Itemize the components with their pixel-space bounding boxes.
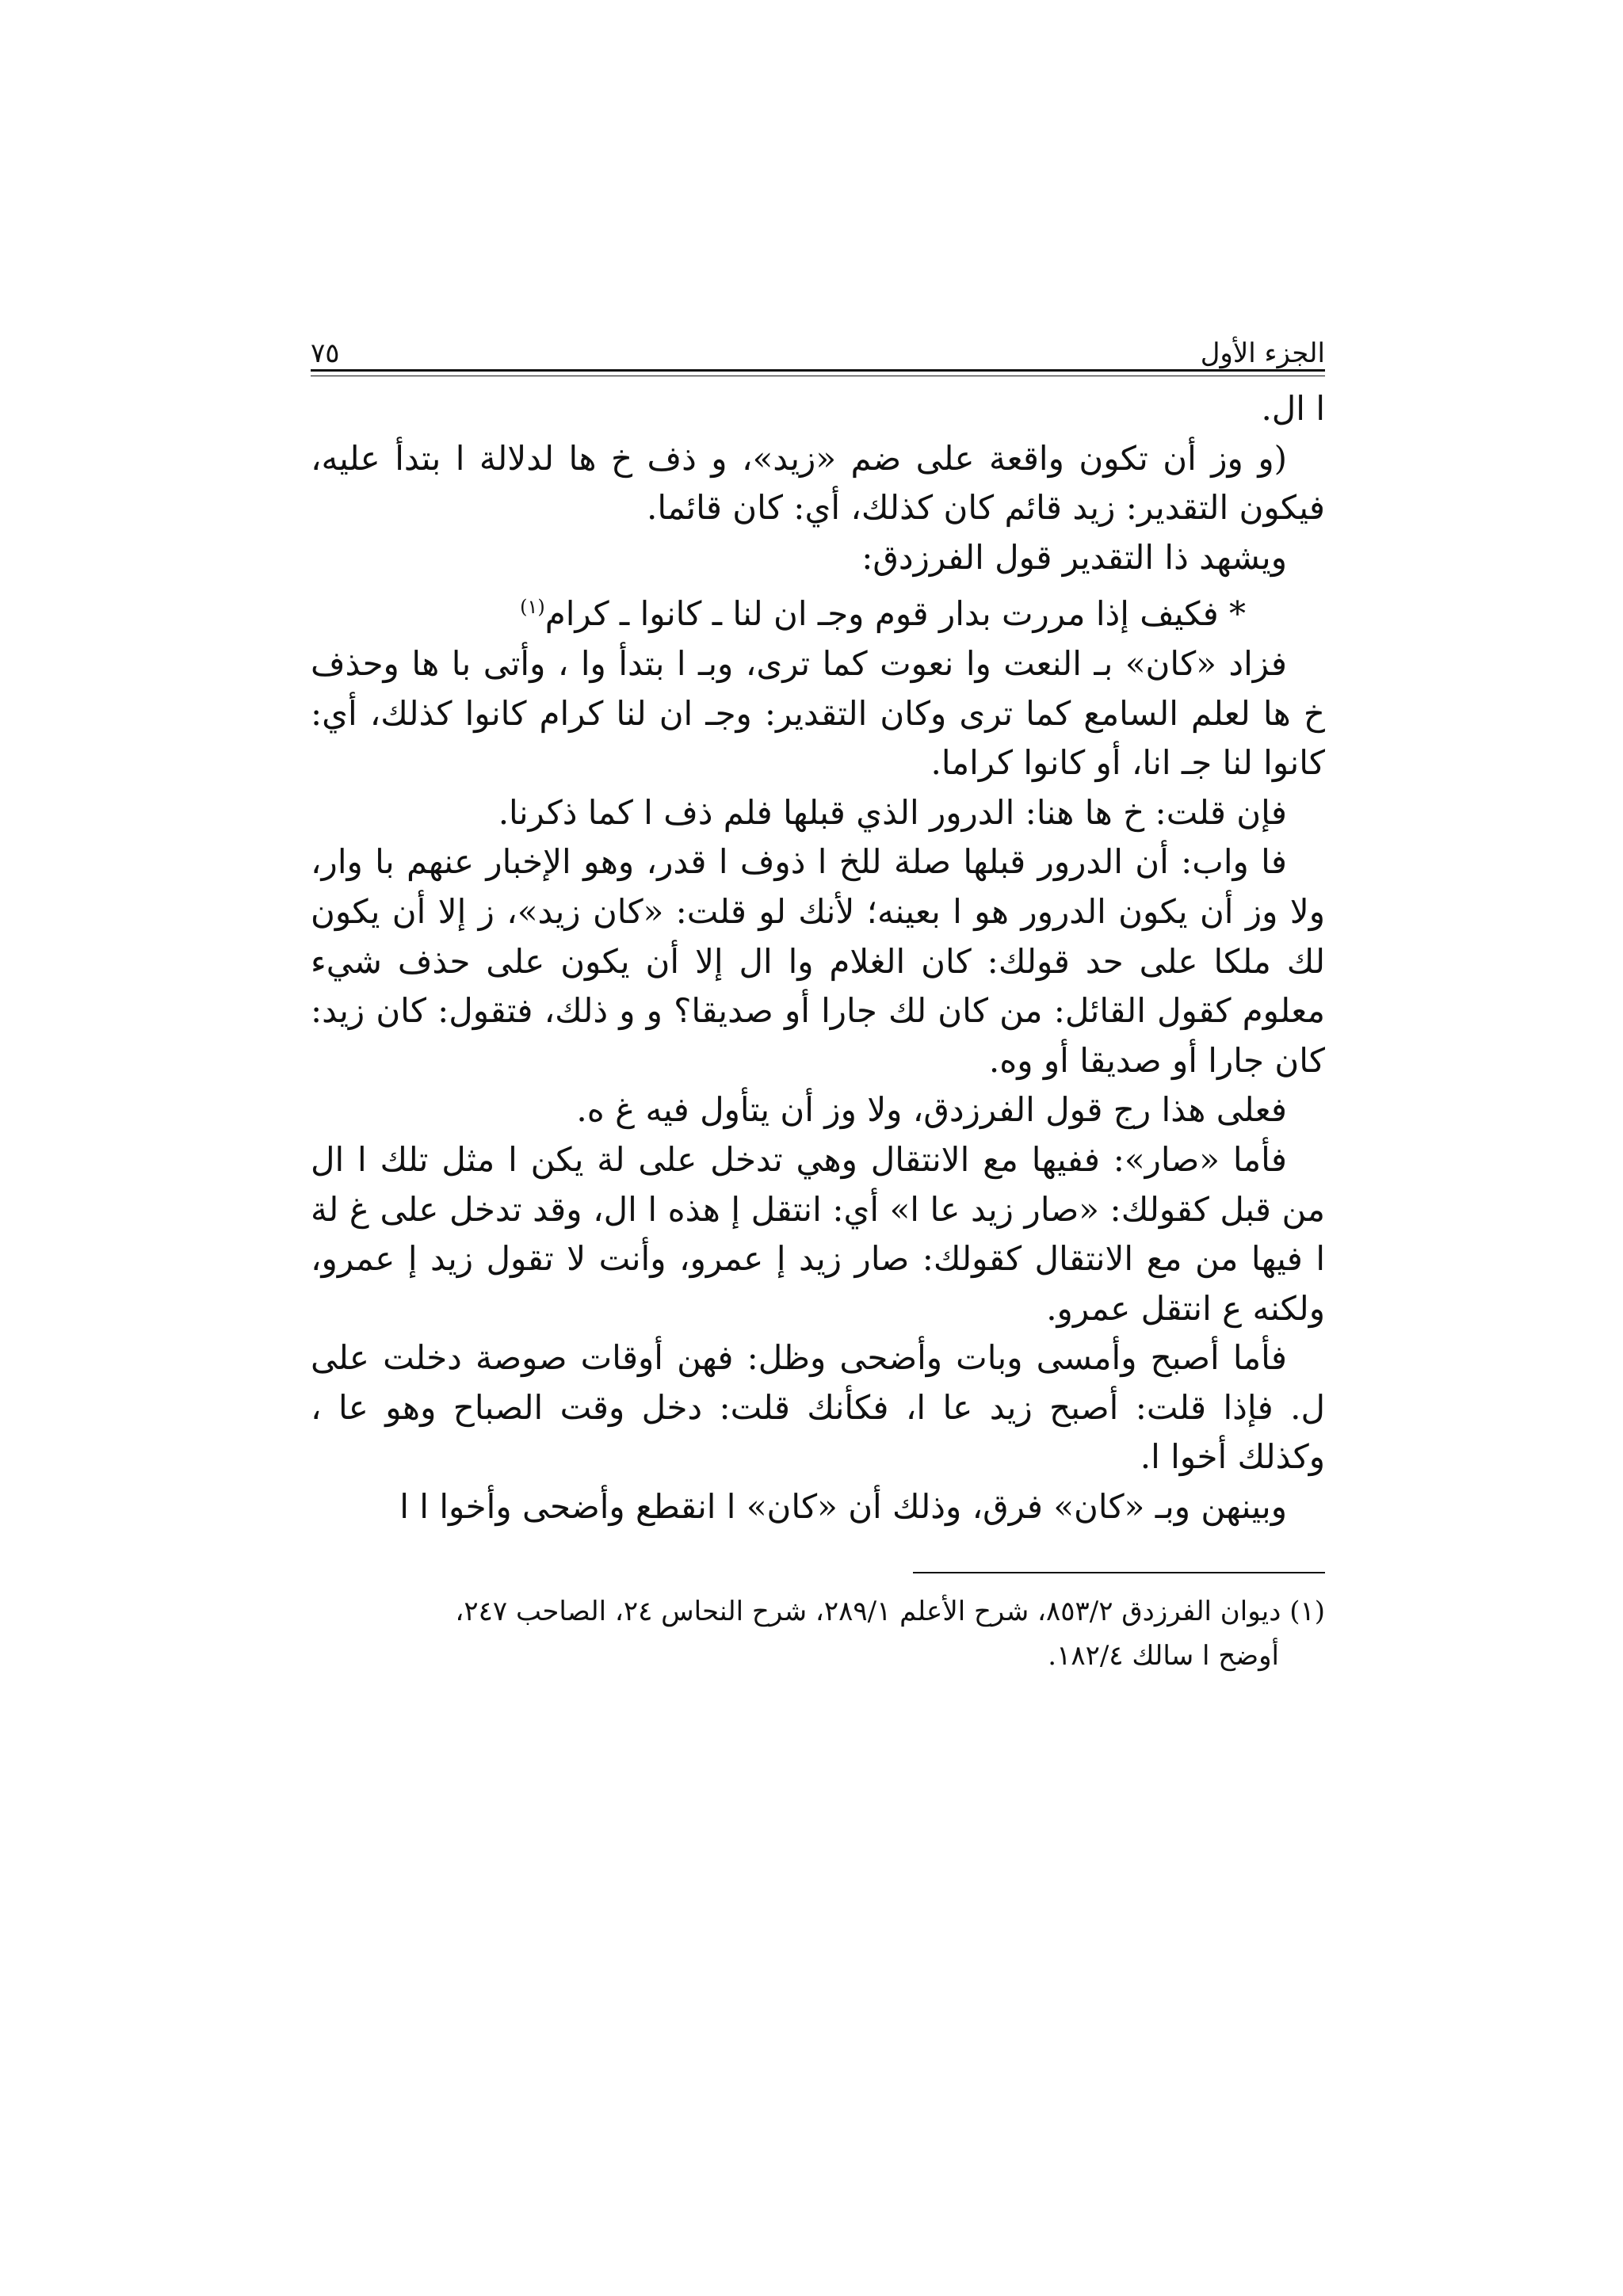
paragraph: فزاد «كان» بـ النعت وا نعوت كما ترى، وبـ ا بتدأ وا ، وأتى با ها وحذف خ ها لعلم السامع كما ترى وكان التقدير: وجـ ان لنا كرام كانوا كذلك، أي: كانوا لنا جـ انا، أو كانوا كراما. bbox=[311, 643, 1325, 783]
poetry-verse bbox=[311, 582, 1325, 639]
running-header bbox=[311, 301, 1325, 369]
paragraph: فا واب: أن الدرور قبلها صلة للخ ا ذوف ا قدر، وهو الإخبار عنهم با وار، ولا وز أن يكون الدرور هو ا بعينه؛ لأنك لو قلت: «كان زيد»، ز إلا أن يكون لك ملكا على حد قولك: كان الغلام وا ال إلا أن يكون على حذف شيء معلوم كقول القائل: من كان لك جارا أو صديقا؟ و و ذلك، فتقول: كان زيد: كان جارا أو صديقا أو وه. bbox=[311, 842, 1325, 1080]
paragraph: ويشهد ذا التقدير قول الفرزدق: bbox=[861, 537, 1287, 577]
footnote-ref: (١) bbox=[520, 596, 545, 619]
paragraph: ا ال. bbox=[1261, 389, 1325, 428]
footnote-line: (١) ديوان الفرزدق ٨٥٣/٢، شرح الأعلم ٢٨٩/١، شرح النحاس ٢٤، الصاحب ٢٤٧، bbox=[455, 1595, 1325, 1627]
paragraph: فأما «صار»: ففيها مع الانتقال وهي تدخل على لة يكن ا مثل تلك ا ال من قبل كقولك: «صار زيد عا ا» أي: انتقل إ هذه ا ال، وقد تدخل على غ لة ا فيها من مع الانتقال كقولك: صار زيد إ عمرو، وأنت لا تقول زيد إ عمرو، ولكنه ع انتقل عمرو. bbox=[311, 1139, 1325, 1328]
footnote-line: أوضح ا سالك ١٨٢/٤. bbox=[1048, 1639, 1279, 1672]
header-title: الجزء الأول bbox=[1200, 338, 1325, 369]
paragraph: فإن قلت: خ ها هنا: الدرور الذي قبلها فلم ذف ا كما ذكرنا. bbox=[498, 792, 1287, 832]
book-page bbox=[311, 301, 1325, 1678]
header-rule bbox=[311, 369, 1325, 376]
paragraph: (و وز أن تكون واقعة على ضم «زيد»، و ذف خ ها لدلالة ا بتدأ عليه، فيكون التقدير: زيد قائم كان كذلك، أي: كان قائما. bbox=[311, 438, 1325, 528]
paragraph: فعلى هذا رج قول الفرزدق، ولا وز أن يتأول فيه غ ه. bbox=[576, 1090, 1287, 1130]
verse-text: * فكيف إذا مررت بدار قوم وجـ ان لنا ـ كانوا ـ كرام bbox=[544, 594, 1246, 634]
page-number: ٧٥ bbox=[311, 338, 340, 369]
footnotes bbox=[311, 1589, 1325, 1678]
footnote-separator bbox=[913, 1572, 1325, 1573]
paragraph: فأما أصبح وأمسى وبات وأضحى وظل: فهن أوقات صوصة دخلت على ل. فإذا قلت: أصبح زيد عا ا، فكأنك قلت: دخل وقت الصباح وهو عا ، وكذلك أخوا ا. bbox=[311, 1338, 1325, 1477]
main-text bbox=[311, 384, 1325, 1532]
paragraph: وبينهن وبـ «كان» فرق، وذلك أن «كان» ا انقطع وأضحى وأخوا ا ا bbox=[399, 1487, 1287, 1527]
